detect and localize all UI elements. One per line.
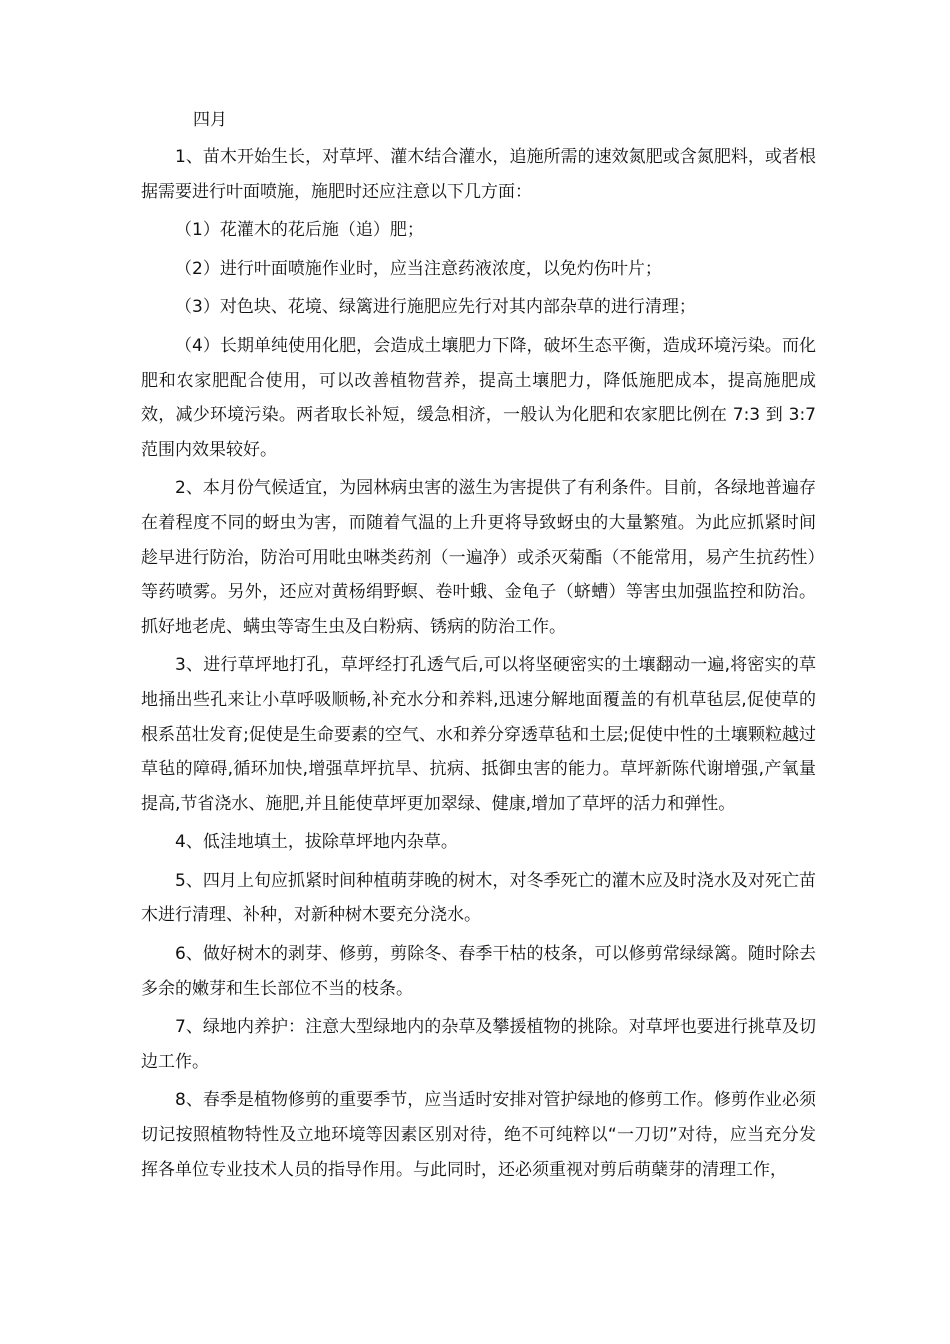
sub-item-2: （2）进行叶面喷施作业时，应当注意药液浓度，以免灼伤叶片； <box>175 258 662 279</box>
paragraph-item-3: 3、进行草坪地打孔，草坪经打孔透气后,可以将坚硬密实的土壤翻动一遍,将密实的草地捅出些孔来让小草呼吸顺畅,补充水分和养料,迅速分解地面覆盖的有机草毡层,促使草的根系茁壮发育;促使是生命要素的空气、水和养分穿透草毡和土层;促使中性的土壤颗粒越过草毡的障碍,循环加快,增强草坪抗旱、抗病、抵御虫害的能力。草坪新陈代谢增强,产氧量提高,节省浇水、施肥,并且能使草坪更加翠绿、健康,增加了草坪的活力和弹性。 <box>141 655 816 814</box>
sub-item-4: （4）长期单纯使用化肥，会造成土壤肥力下降，破坏生态平衡，造成环境污染。而化肥和农家肥配合使用，可以改善植物营养，提高土壤肥力，降低施肥成本，提高施肥成效，减少环境污染。两者取长补短，缓急相济，一般认为化肥和农家肥比例在 7:3 到 3:7 范围内效果较好。 <box>141 335 816 460</box>
paragraph-item-2: 2、本月份气候适宜，为园林病虫害的滋生为害提供了有利条件。目前，各绿地普遍存在着程度不同的蚜虫为害，而随着气温的上升更将导致蚜虫的大量繁殖。为此应抓紧时间趁早进行防治，防治可用吡虫啉类药剂（一遍净）或杀灭菊酯（不能常用，易产生抗药性）等药喷雾。另外，还应对黄杨绢野螟、卷叶蛾、金龟子（蛴螬）等害虫加强监控和防治。抓好地老虎、螨虫等寄生虫及白粉病、锈病的防治工作。 <box>141 478 816 637</box>
paragraph-item-5: 5、四月上旬应抓紧时间种植萌芽晚的树木，对冬季死亡的灌木应及时浇水及对死亡苗木进行清理、补种，对新种树木要充分浇水。 <box>141 870 816 926</box>
paragraph-item-4: 4、低洼地填土，拔除草坪地内杂草。 <box>175 832 458 853</box>
paragraph-item-1: 1、苗木开始生长，对草坪、灌木结合灌水，追施所需的速效氮肥或含氮肥料，或者根据需要进行叶面喷施，施肥时还应注意以下几方面： <box>141 147 816 202</box>
document-body <box>141 103 816 1191</box>
sub-item-3: （3）对色块、花境、绿篱进行施肥应先行对其内部杂草的进行清理； <box>175 297 696 318</box>
paragraph-item-7: 7、绿地内养护：注意大型绿地内的杂草及攀援植物的挑除。对草坪也要进行挑草及切边工作。 <box>141 1017 816 1072</box>
section-heading: 四月 <box>193 110 227 130</box>
paragraph-item-6: 6、做好树木的剥芽、修剪，剪除冬、春季干枯的枝条，可以修剪常绿绿篱。随时除去多余的嫩芽和生长部位不当的枝条。 <box>141 944 816 999</box>
paragraph-item-8: 8、春季是植物修剪的重要季节，应当适时安排对管护绿地的修剪工作。修剪作业必须切记按照植物特性及立地环境等因素区别对待，绝不可纯粹以“一刀切”对待，应当充分发挥各单位专业技术人员的指导作用。与此同时，还必须重视对剪后萌蘖芽的清理工作， <box>141 1090 816 1180</box>
sub-item-1: （1）花灌木的花后施（追）肥； <box>175 220 424 241</box>
